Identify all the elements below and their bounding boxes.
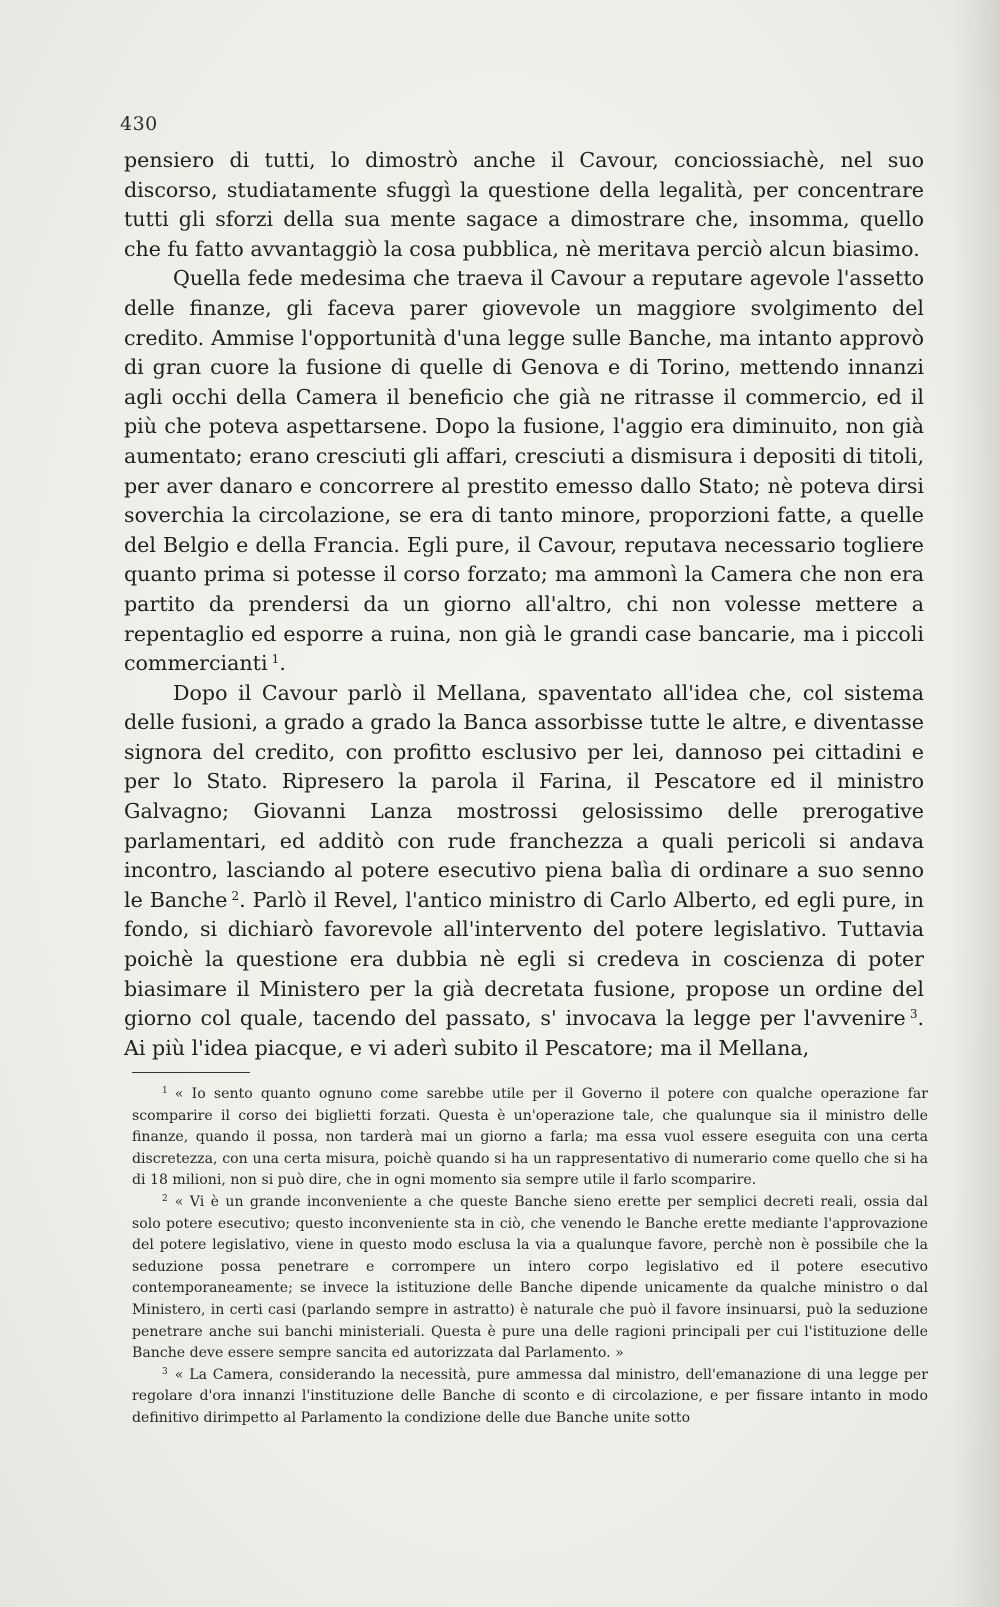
paragraph-3 — [124, 679, 924, 1064]
paragraph-3-text-part-2: . Parlò il Revel, l'antico ministro di Carlo Alberto, ed egli pure, in fondo, si dichiarò favorevole all'intervento del potere legislativo. Tuttavia poichè la questione era dubbia nè egli si credeva in coscienza di poter biasimare il Ministero per la già decretata fusione, propose un ordine del giorno col quale, tacendo del passato, s' invocava la legge per l'avvenire — [124, 887, 924, 1031]
footnote-3-mark: 3 — [162, 1366, 168, 1377]
footnote-3 — [132, 1365, 928, 1430]
footnote-1-text: « Io sento quanto ognuno come sarebbe utile per il Governo il potere con qualche operazione far scomparire il corso dei biglietti forzati. Questa è un'operazione tale, che qualunque sia il ministro delle finanze, quando il possa, non tarderà mai un giorno a farla; ma essa vuol essere eseguita con una certa discretezza, con una certa misura, poichè quando si ha un rappresentativo di numerario come quello che si ha di 18 milioni, non si può dire, che in ogni momento sia sempre utile il farlo scomparire. — [132, 1086, 928, 1189]
footnote-2-mark: 2 — [162, 1193, 168, 1204]
footnote-ref-2[interactable]: 2 — [231, 888, 240, 903]
paragraph-2-text: Quella fede medesima che traeva il Cavour a reputare agevole l'assetto delle finanze, gli faceva parer giovevole un maggiore svolgimento del credito. Ammise l'opportunità d'una legge sulle Banche, ma intanto approvò di gran cuore la fusione di quelle di Genova e di Torino, mettendo innanzi agli occhi della Camera il beneficio che già ne ritrasse il commercio, ed il più che poteva aspettarsene. Dopo la fusione, l'aggio era diminuito, non già aumentato; erano cresciuti gli affari, cresciuti a dismisura i depositi di titoli, per aver danaro e concorrere al prestito emesso dallo Stato; nè poteva dirsi soverchia la circolazione, se era di tanto minore, proporzioni fatte, a quelle del Belgio e della Francia. Egli pure, il Cavour, reputava necessario togliere quanto prima si potesse il corso forzato; ma ammonì la Camera che non era partito da prendersi da un giorno all'altro, chi non volesse mettere a repentaglio ed esporre a ruina, non già le grandi case bancarie, ma i piccoli commercianti — [124, 266, 924, 676]
page-edge-shadow — [952, 0, 1000, 1607]
paragraph-3-text-part-1: Dopo il Cavour parlò il Mellana, spaventato all'idea che, col sistema delle fusioni, a grado a grado la Banca assorbisse tutte le altre, e diventasse signora del credito, con profitto esclusivo per lei, dannoso pei cittadini e per lo Stato. Ripresero la parola il Farina, il Pescatore ed il ministro Galvagno; Giovanni Lanza mostrossi gelosissimo delle prerogative parlamentari, ed additò con rude franchezza a quali pericoli si andava incontro, lasciando al potere esecutivo piena balìa di ordinare a suo senno le Banche — [124, 680, 924, 912]
footnote-2-text: « Vi è un grande inconveniente a che queste Banche sieno erette per semplici decreti reali, ossia dal solo potere esecutivo; questo inconveniente sta in ciò, che venendo le Banche erette mediante l'approvazione del potere legislativo, viene in questo modo esclusa la via a qualunque favore, perchè non è possibile che la seduzione possa penetrare e corrompere un intero corpo legislativo ed il potere esecutivo contemporaneamente; se invece la istituzione delle Banche dipende unicamente da qualche ministro o dal Ministero, in certi casi (parlando sempre in astratto) è naturale che può il favore insinuarsi, può la seduzione penetrare anche sui banchi ministeriali. Questa è pure una delle ragioni principali per cui l'istituzione delle Banche deve essere sempre sancita ed autorizzata dal Parlamento. » — [132, 1193, 928, 1362]
footnote-1 — [132, 1084, 928, 1192]
footnote-2 — [132, 1192, 928, 1365]
footnote-1-mark: 1 — [162, 1086, 168, 1096]
paragraph-2 — [124, 264, 924, 678]
paragraph-3-text-part-3: . Ai più l'idea piacque, e vi aderì subito il Pescatore; ma il Mellana, — [124, 1006, 924, 1060]
paragraph-1 — [124, 146, 924, 264]
paragraph-2-tail: . — [279, 651, 286, 676]
footnote-separator — [132, 1072, 250, 1073]
footnote-ref-1[interactable]: 1 — [271, 652, 280, 667]
page-number: 430 — [120, 113, 158, 135]
footnote-3-text: « La Camera, considerando la necessità, pure ammessa dal ministro, dell'emanazione di una legge per regolare d'ora innanzi l'instituzione delle Banche di sconto e di circolazione, e per fissare intanto in modo definitivo dirimpetto al Parlamento la condizione delle due Banche unite sotto — [132, 1366, 928, 1426]
footnote-ref-3[interactable]: 3 — [909, 1007, 918, 1022]
paragraph-1-text: pensiero di tutti, lo dimostrò anche il Cavour, conciossiachè, nel suo discorso, studiatamente sfuggì la questione della legalità, per concentrare tutti gli sforzi della sua mente sagace a dimostrare che, insomma, quello che fu fatto avvantaggiò la cosa pubblica, nè meritava perciò alcun biasimo. — [124, 148, 924, 261]
main-text — [124, 146, 924, 1063]
footnotes — [132, 1084, 928, 1430]
